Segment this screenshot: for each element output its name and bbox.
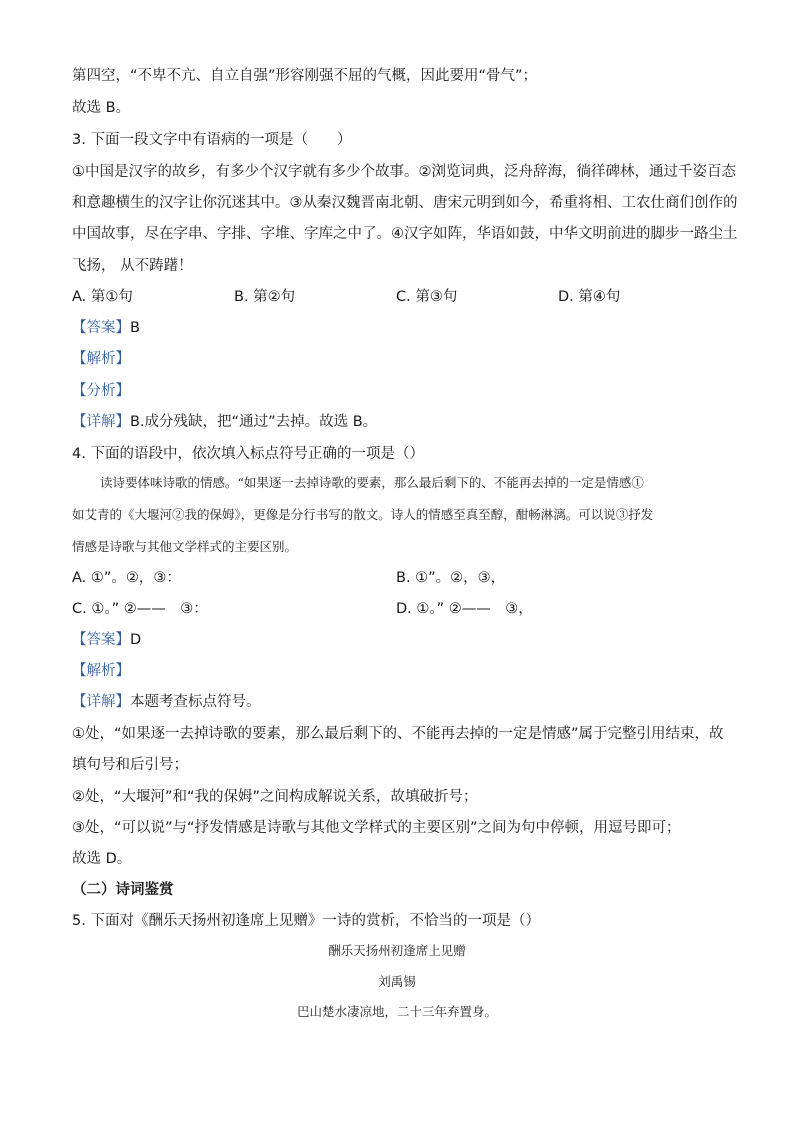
question-3-passage: 中国故事，尽在字串、字排、字堆、字库之中了。④汉字如阵，华语如鼓，中华文明前进的脚步一路尘土	[72, 226, 738, 242]
poem-title: 酬乐天扬州初逢席上见赠	[328, 943, 466, 958]
question-5-stem: 5. 下面对《酬乐天扬州初逢席上见赠》一诗的赏析，不恰当的一项是（）	[72, 913, 540, 929]
detail-tag: 【详解】	[72, 414, 130, 430]
question-4-passage: 读诗要体味诗歌的情感。“如果逐一去掉诗歌的要素，那么最后剩下的、不能再去掉的一定是情感①	[100, 475, 644, 490]
poem-author: 刘禹锡	[378, 974, 416, 989]
question-3-passage: ①中国是汉字的故乡，有多少个汉字就有多少个故事。②浏览词典，泛舟辞海，徜徉碑林，通过千姿百态	[72, 164, 736, 180]
question-3-passage: 飞扬， 从不踌躇！	[72, 258, 193, 274]
explanation-line: 填句号和后引号；	[72, 757, 188, 773]
option-c: C. ①。” ②—— ③：	[72, 601, 208, 617]
explanation-line: ②处，“大堰河”和“我的保姆”之间构成解说关系，故填破折号；	[72, 789, 478, 805]
explanation-line: ①处，“如果逐一去掉诗歌的要素，那么最后剩下的、不能再去掉的一定是情感”属于完整引用结束，故	[72, 726, 724, 742]
option-b: B. ①”。②，③，	[396, 570, 506, 586]
detail-tag: 【详解】	[72, 694, 130, 710]
poem-line: 巴山楚水凄凉地，二十三年弃置身。	[296, 1004, 497, 1019]
question-3-stem: 3. 下面一段文字中有语病的一项是（ ）	[72, 132, 352, 148]
analysis-tag: 【解析】	[72, 663, 130, 679]
text-line: 故选 B。	[72, 100, 131, 116]
option-b: B. 第②句	[234, 289, 296, 305]
section-heading: （二）诗词鉴赏	[72, 882, 174, 898]
option-a: A. ①”。②，③：	[72, 570, 181, 586]
question-4-passage: 如艾青的《大堰河②我的保姆》，更像是分行书写的散文。诗人的情感至真至醇，酣畅淋漓。可以说③抒发	[72, 507, 654, 522]
option-d: D. ①。” ②—— ③，	[396, 601, 533, 617]
text-line: 第四空，“不卑不亢、自立自强”形容刚强不屈的气概，因此要用“骨气”；	[72, 68, 538, 84]
question-3-passage: 和意趣横生的汉字让你沉迷其中。③从秦汉魏晋南北朝、唐宋元明到如今，希重将相、工农仕商们创作的	[72, 195, 738, 211]
answer-tag: 【答案】	[72, 632, 130, 648]
answer-row	[72, 318, 722, 338]
answer-value: D	[130, 632, 142, 648]
explanation-line: 故选 D。	[72, 851, 132, 867]
fenxi-tag: 【分析】	[72, 383, 130, 399]
detail-text: B.成分残缺，把“通过”去掉。故选 B。	[130, 414, 378, 430]
detail-row	[72, 692, 722, 712]
option-a: A. 第①句	[72, 289, 133, 305]
answer-row	[72, 630, 722, 650]
detail-row	[72, 412, 722, 432]
answer-value: B	[130, 320, 140, 336]
question-4-passage: 情感是诗歌与其他文学样式的主要区别。	[72, 539, 298, 554]
explanation-line: ③处，“可以说”与“抒发情感是诗歌与其他文学样式的主要区别”之间为句中停顿，用逗号即可；	[72, 820, 681, 836]
option-d: D. 第④句	[558, 289, 621, 305]
answer-tag: 【答案】	[72, 320, 130, 336]
detail-text: 本题考查标点符号。	[130, 694, 261, 710]
option-c: C. 第③句	[396, 289, 458, 305]
analysis-tag: 【解析】	[72, 351, 130, 367]
question-4-stem: 4. 下面的语段中，依次填入标点符号正确的一项是（）	[72, 446, 424, 462]
